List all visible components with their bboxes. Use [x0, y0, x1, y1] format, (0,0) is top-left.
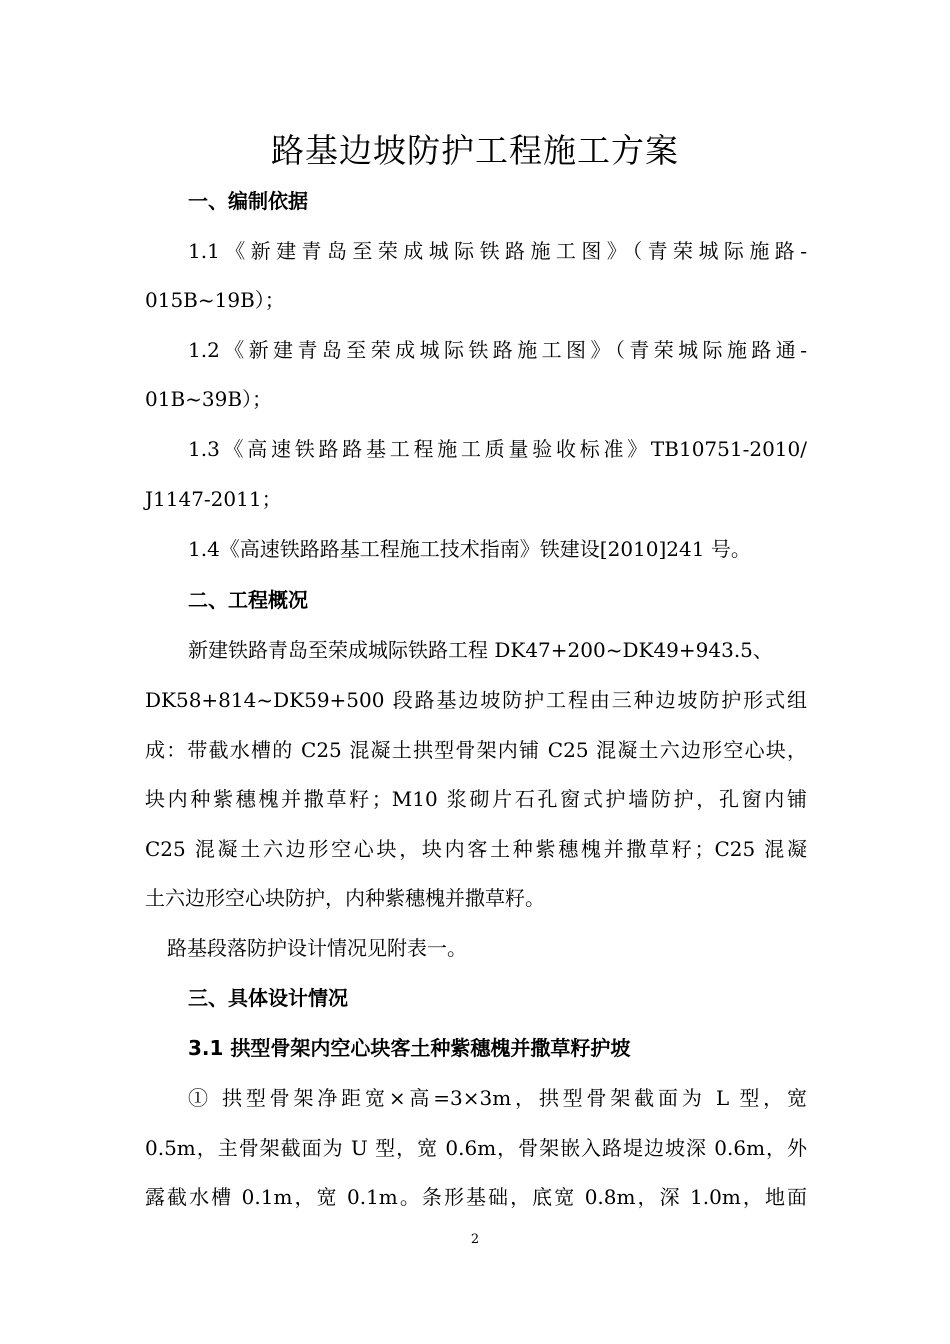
- reference-3-line-2: J1147-2011；: [145, 487, 282, 511]
- reference-4: 1.4《高速铁路路基工程施工技术指南》铁建设[2010]241 号。: [188, 537, 751, 561]
- appendix-note: 路基段落防护设计情况见附表一。: [167, 936, 467, 960]
- reference-2-line-1: 1.2《新建青岛至荣成城际铁路施工图》（青荣城际施路通-: [188, 338, 807, 362]
- design-line-3: 露截水槽 0.1m，宽 0.1m。条形基础，底宽 0.8m，深 1.0m，地面: [145, 1185, 807, 1209]
- design-line-2: 0.5m，主骨架截面为 U 型，宽 0.6m，骨架嵌入路堤边坡深 0.6m，外: [145, 1136, 807, 1160]
- section-heading-overview: 二、工程概况: [188, 588, 308, 612]
- overview-line-3: 成：带截水槽的 C25 混凝土拱型骨架内铺 C25 混凝土六边形空心块，: [145, 738, 807, 762]
- reference-1-line-2: 015B~19B）；: [145, 288, 285, 312]
- overview-line-5: C25 混凝土六边形空心块，块内客土种紫穗槐并撒草籽；C25 混凝: [145, 837, 807, 861]
- section-heading-basis: 一、编制依据: [188, 189, 308, 213]
- overview-line-6: 土六边形空心块防护，内种紫穗槐并撒草籽。: [145, 886, 545, 910]
- reference-2-line-2: 01B~39B）；: [145, 387, 273, 411]
- design-line-1: ① 拱型骨架净距宽×高=3×3m，拱型骨架截面为 L 型，宽: [188, 1086, 807, 1110]
- overview-line-1: 新建铁路青岛至荣成城际铁路工程 DK47+200~DK49+943.5、: [188, 638, 773, 662]
- section-heading-design: 三、具体设计情况: [188, 986, 348, 1010]
- subsection-heading-3-1: 3.1 拱型骨架内空心块客土种紫穗槐并撒草籽护坡: [188, 1036, 631, 1060]
- document-title: 路基边坡防护工程施工方案: [271, 131, 679, 170]
- reference-1-line-1: 1.1《新建青岛至荣成城际铁路施工图》（青荣城际施路-: [188, 239, 807, 263]
- overview-line-2: DK58+814~DK59+500 段路基边坡防护工程由三种边坡防护形式组: [145, 688, 807, 712]
- reference-3-line-1: 1.3《高速铁路路基工程施工质量验收标准》TB10751-2010/: [188, 437, 807, 461]
- overview-line-4: 块内种紫穗槐并撒草籽；M10 浆砌片石孔窗式护墙防护，孔窗内铺: [145, 787, 807, 811]
- page-number: 2: [470, 1232, 480, 1247]
